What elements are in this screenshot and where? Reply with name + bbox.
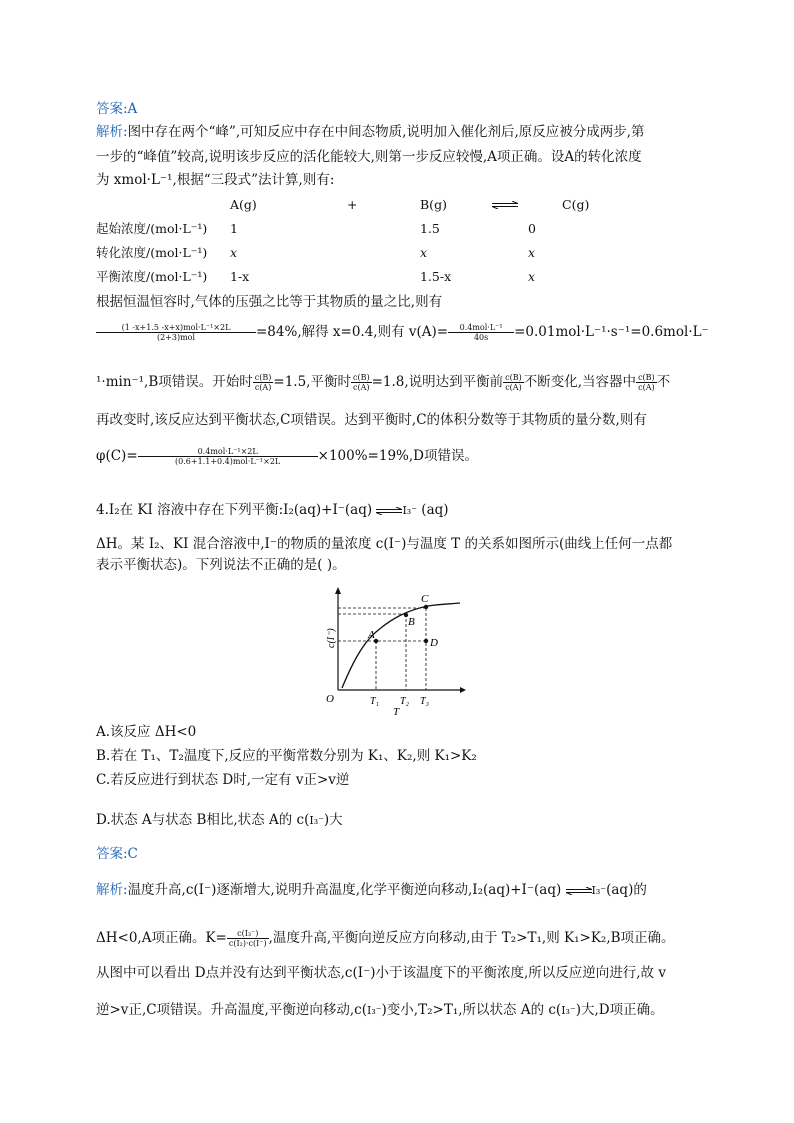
option-d	[96, 810, 343, 831]
table-header-c: C(g)	[562, 196, 590, 212]
equilibrium-arrow-icon	[492, 192, 562, 216]
aq-label: (aq)	[421, 502, 449, 518]
text: 温度升高,c(I⁻)逐渐增大,说明升高温度,化学平衡逆向移动,I₂(aq)+I⁻(aq)	[127, 882, 562, 898]
text: )大	[323, 812, 343, 828]
cell-b: 1.5-x	[420, 268, 452, 284]
fraction-numerator: c(B)	[505, 373, 522, 382]
triiodide-formula: I₃⁻	[591, 884, 607, 897]
text: )大,D项正确。	[575, 1002, 664, 1018]
text: (aq)的	[606, 882, 647, 898]
fraction-denominator: c(A)	[505, 383, 522, 392]
equilibrium-arrow-icon	[376, 507, 402, 515]
text: =1.8,说明达到平衡前	[371, 374, 504, 390]
q4-analysis-line4	[96, 1000, 664, 1021]
option-c-analysis-line: 再改变时,该反应达到平衡状态,C项错误。达到平衡时,C的体积分数等于其物质的量分数,则有	[96, 412, 647, 428]
fraction-numerator: 0.4mol·L⁻¹×2L	[138, 447, 318, 457]
table-row	[96, 264, 589, 288]
table-header-plus: +	[347, 196, 358, 212]
stem-text: 4.I₂在 KI 溶液中存在下列平衡:I₂(aq)+I⁻(aq)	[96, 502, 373, 518]
ratio-fraction	[253, 373, 274, 392]
fraction-denominator: (0.6+1.1+0.4)mol·L⁻¹×2L	[175, 457, 281, 466]
text: ΔH<0,A项正确。K=	[96, 930, 227, 946]
rate-fraction	[448, 323, 514, 342]
q3-analysis-line3: 为 xmol·L⁻¹,根据“三段式”法计算,则有:	[96, 172, 335, 188]
label-d: D	[430, 637, 438, 649]
equation-text: =0.01mol·L⁻¹·s⁻¹=0.6mol·L⁻	[514, 324, 709, 340]
cell-a: 1-x	[230, 268, 250, 284]
fraction-numerator: c(B)	[254, 373, 272, 382]
q4-stem-line1	[96, 500, 449, 521]
q4-analysis-line2	[96, 928, 675, 948]
table-row	[96, 240, 589, 264]
volume-fraction-line	[96, 446, 478, 466]
y-axis-arrow-icon	[335, 587, 341, 594]
text: =1.5,平衡时	[273, 374, 351, 390]
q4-stem-line2: ΔH。某 I₂、KI 混合溶液中,I⁻的物质的量浓度 c(I⁻)与温度 T 的关系如图所示(曲线上任何一点都	[96, 536, 673, 552]
equation-text: ×100%=19%,D项错误。	[317, 448, 478, 464]
cell-c: 0	[528, 220, 536, 236]
point-d	[424, 639, 428, 643]
text: 不	[656, 374, 671, 390]
label-c: C	[421, 593, 429, 605]
triiodide-formula: I₃⁻	[402, 504, 417, 517]
analysis-text: 图中存在两个“峰”,可知反应中存在中间态物质,说明加入催化剂后,原反应被分成两步,第	[127, 124, 645, 140]
cell-c: x	[528, 268, 536, 284]
table-row	[96, 216, 589, 240]
text: ,温度升高,平衡向逆反应方向移动,由于 T₂>T₁,则 K₁>K₂,B项正确。	[268, 930, 675, 946]
fraction-denominator: c(A)	[254, 383, 272, 392]
q3-analysis-line1	[96, 122, 645, 142]
equation-line-1	[96, 322, 709, 342]
table-header-b: B(g)	[420, 196, 447, 212]
q4-stem-line3: 表示平衡状态)。下列说法不正确的是( )。	[96, 557, 346, 573]
equation-text: =84%,解得 x=0.4,则有 v(A)=	[256, 324, 449, 340]
tick-t3: T₃	[420, 696, 430, 707]
equilibrium-arrow-icon	[566, 887, 592, 895]
fraction-numerator: (1 -x+1.5 -x+x)mol·L⁻¹×2L	[96, 323, 256, 333]
row-label: 平衡浓度/(mol·L⁻¹)	[96, 269, 208, 284]
fraction-numerator: c(I₃⁻)	[227, 929, 269, 939]
table-header-a: A(g)	[230, 196, 257, 212]
row-label: 转化浓度/(mol·L⁻¹)	[96, 245, 208, 260]
tick-t1: T₁	[370, 696, 380, 707]
q4-answer: 答案:C	[96, 846, 138, 862]
origin-label: O	[326, 693, 334, 705]
text: )变小,T₂>T₁,所以状态 A的 c(	[381, 1002, 562, 1018]
ratio-fraction	[351, 373, 372, 392]
point-c	[424, 605, 428, 609]
cell-a: x	[230, 244, 238, 260]
option-c: C.若反应进行到状态 D时,一定有 v正>v逆	[96, 772, 350, 788]
y-axis-label: c(I⁻)	[326, 628, 337, 648]
q3-analysis-line2: 一步的“峰值”较高,说明该步反应的活化能较大,则第一步反应较慢,A项正确。设A的转化浓度	[96, 149, 642, 165]
fraction-denominator: (2+3)mol	[156, 333, 196, 342]
ratio-fraction	[503, 373, 524, 392]
equilibrium-curve	[342, 603, 460, 688]
x-axis-arrow-icon	[460, 687, 466, 693]
row-label: 起始浓度/(mol·L⁻¹)	[96, 221, 208, 236]
text: ¹·min⁻¹,B项错误。开始时	[96, 374, 253, 390]
volume-fraction	[138, 447, 318, 466]
fraction-numerator: c(B)	[638, 373, 655, 382]
label-b: B	[408, 616, 415, 628]
triiodide-formula: I₃⁻	[561, 1004, 576, 1017]
triiodide-formula: I₃⁻	[309, 814, 324, 827]
ratio-fraction	[636, 373, 657, 392]
analysis-label: 解析:	[96, 124, 128, 140]
pressure-ratio-line: 根据恒温恒容时,气体的压强之比等于其物质的量之比,则有	[96, 294, 443, 310]
fraction-denominator: c(A)	[353, 383, 370, 392]
q4-analysis-line1	[96, 880, 647, 901]
phi-label: φ(C)=	[96, 448, 138, 464]
concentration-temperature-diagram	[320, 584, 470, 720]
cell-c: x	[528, 244, 536, 260]
text: 逆>v正,C项错误。升高温度,平衡逆向移动,c(	[96, 1002, 367, 1018]
three-stage-table	[96, 192, 589, 288]
fraction-denominator: c(A)	[638, 383, 655, 392]
cell-a: 1	[230, 220, 238, 236]
text: 不断变化,当容器中	[523, 374, 637, 390]
table-header-row	[96, 192, 589, 216]
q4-analysis-line3: 从图中可以看出 D点并没有达到平衡状态,c(I⁻)小于该温度下的平衡浓度,所以反应逆向进行,故 v	[96, 965, 666, 981]
triiodide-formula: I₃⁻	[366, 1004, 382, 1017]
fraction-denominator: 40s	[473, 333, 489, 342]
option-a: A.该反应 ΔH<0	[96, 724, 197, 740]
option-b: B.若在 T₁、T₂温度下,反应的平衡常数分别为 K₁、K₂,则 K₁>K₂	[96, 748, 477, 764]
fraction-denominator: c(I₂)·c(I⁻)	[228, 939, 267, 948]
cell-b: 1.5	[420, 220, 440, 236]
tick-t2: T₂	[400, 696, 410, 707]
fraction-numerator: c(B)	[352, 373, 370, 382]
equilibrium-constant-fraction	[227, 929, 269, 948]
analysis-label: 解析:	[96, 882, 128, 898]
x-axis-label: T	[393, 706, 400, 718]
q3-answer: 答案:A	[96, 101, 138, 117]
label-a: A	[368, 629, 375, 641]
fraction-numerator: 0.4mol·L⁻¹	[448, 323, 514, 333]
option-b-analysis-line	[96, 372, 670, 392]
cell-b: x	[420, 244, 428, 260]
pressure-fraction	[96, 323, 256, 342]
text: D.状态 A与状态 B相比,状态 A的 c(	[96, 812, 310, 828]
